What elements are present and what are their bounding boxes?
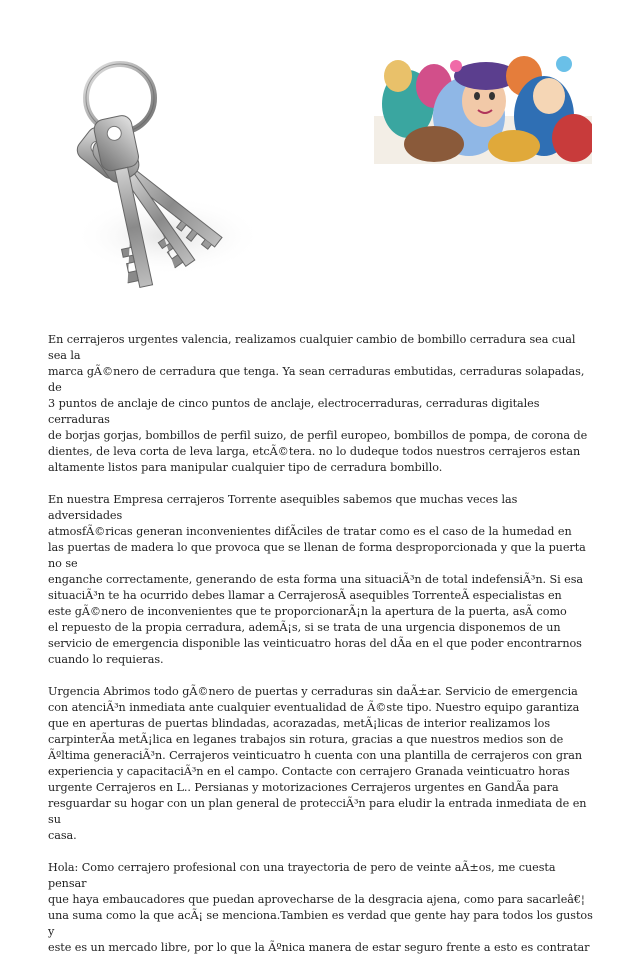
paragraph-4: Hola: Como cerrajero profesional con una trayectoria de pero de veinte aÃ±os, me cuesta pensar que haya embaucadores que puedan aprovecharse de la desgracia ajena, como para sacarleâ€¦ una suma como la que acÃ¡ se menciona.Tambien es verdad que gente hay para todos los gustos y este es un mercado libre, por lo que la Ãºnica manera de estar seguro frente a esto es contratar [48, 861, 593, 954]
paragraph-2: En nuestra Empresa cerrajeros Torrente asequibles sabemos que muchas veces las adversidades atmosfÃ©ricas generan inconvenientes difÃciles de tratar como es el caso de la humedad en las puertas de madera lo que provoca que se llenan de forma desproporcionada y que la puerta no se enganche correctamente, generando de esta forma una situaciÃ³n de total indefensiÃ³n. Si esa situaciÃ³n te ha ocurrido debes llamar a CerrajerosÃ asequibles TorrenteÃ especialistas en este gÃ©nero de inconvenientes que te proporcionarÃ¡n la apertura de la puerta, asÃ como el repuesto de la propia cerradura, ademÃ¡s, si se trata de una urgencia disponemos de un servicio de emergencia disponible las veinticuatro horas del dÃa en el que poder encontrarnos cuando lo requieras. [48, 493, 586, 666]
fallas-image [374, 46, 592, 164]
paragraph-1: En cerrajeros urgentes valencia, realizamos cualquier cambio de bombillo cerradura sea cual sea la marca gÃ©nero de cerradura que tenga. Ya sean cerraduras embutidas, cerraduras solapadas, de 3 puntos de anclaje de cinco puntos de anclaje, electrocerraduras, cerraduras digitales cerraduras de borjas gorjas, bombillos de perfil suizo, de perfil europeo, bombillos de pompa, de corona de dientes, de leva corta de leva larga, etcÃ©tera. no lo dudeque todos nuestros cerrajeros estan altamente listos para manipular cualquier tipo de cerradura bombillo. [48, 333, 588, 474]
keys-image [48, 46, 264, 310]
article-body [48, 332, 593, 972]
paragraph-3: Urgencia Abrimos todo gÃ©nero de puertas y cerraduras sin daÃ±ar. Servicio de emergencia con atenciÃ³n inmediata ante cualquier eventualidad de Ã©ste tipo. Nuestro equipo garantiza que en aperturas de puertas blindadas, acorazadas, metÃ¡licas de interior realizamos los carpinterÃa metÃ¡lica en leganes trabajos sin rotura, gracias a que nuestros medios son de Ãºltima generaciÃ³n. Cerrajeros veinticuatro h cuenta con una plantilla de cerrajeros con gran experiencia y capacitaciÃ³n en el campo. Contacte con cerrajero Granada veinticuatro horas urgente Cerrajeros en L.. Persianas y motorizaciones Cerrajeros urgentes en GandÃa para resguardar su hogar con un plan general de protecciÃ³n para eludir la entrada inmediata de en su casa. [48, 685, 587, 842]
fallas-illustration [374, 46, 592, 164]
keys-illustration [48, 46, 264, 310]
